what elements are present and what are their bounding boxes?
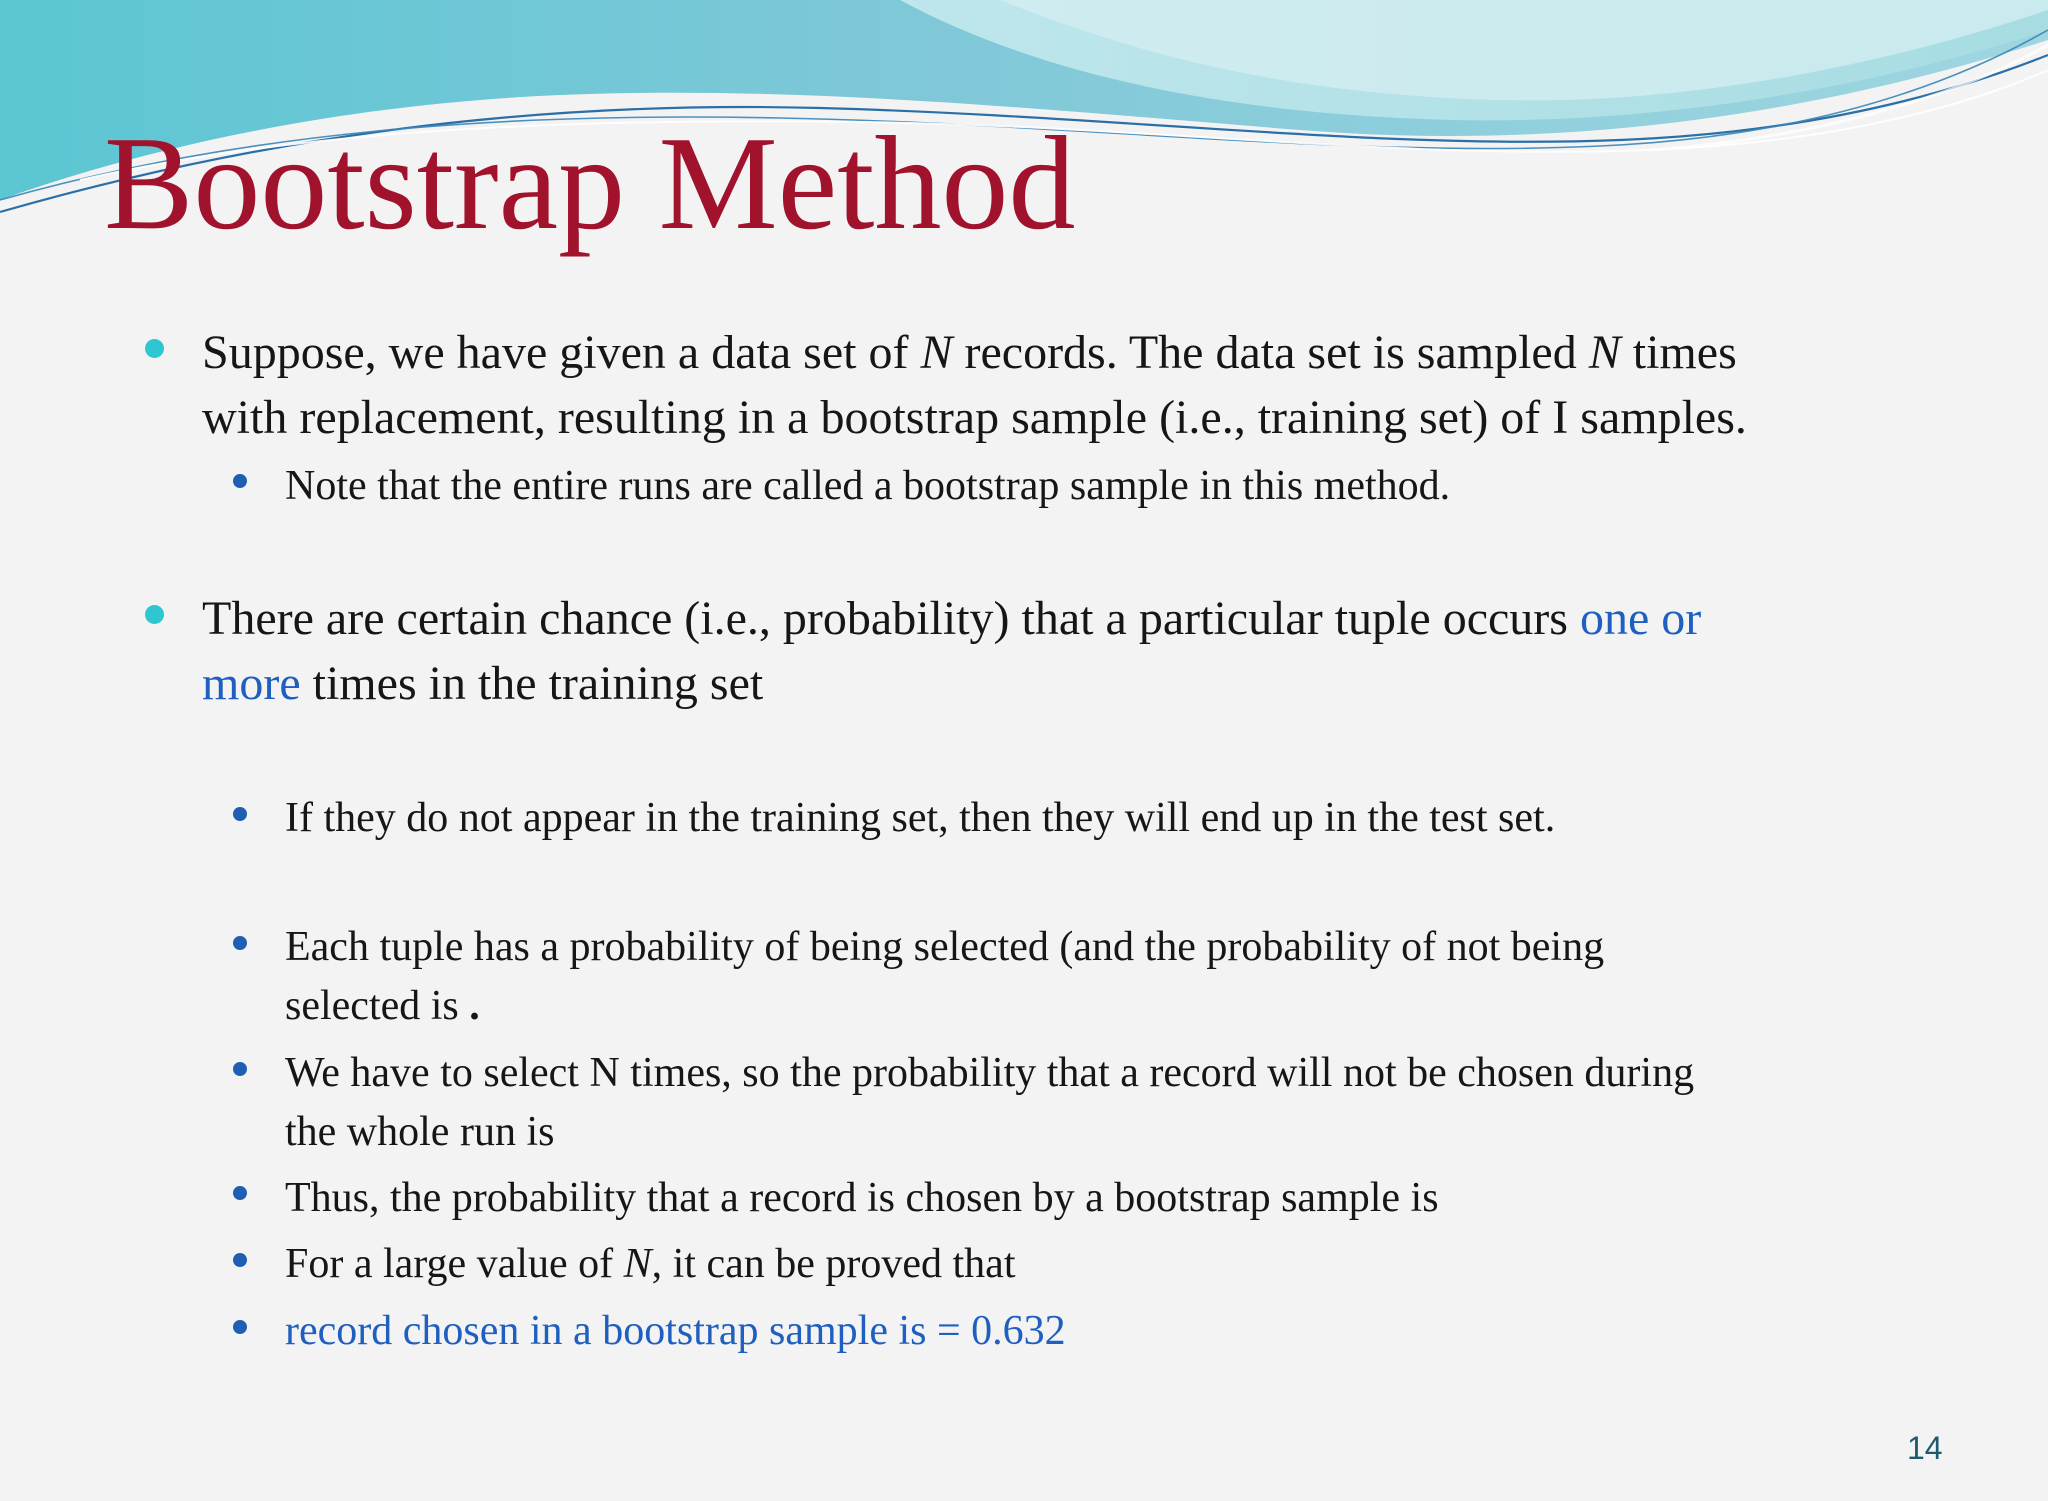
bullet-1-text-a: Suppose, we have given a data set of	[202, 326, 921, 379]
sub-bullet-dot-icon	[233, 474, 247, 488]
sub-bullet-dot-icon	[233, 936, 247, 950]
bullet-2-sub-5-text-c: , it can be proved that	[651, 1241, 1016, 1287]
bullet-1-text-e: times	[1620, 326, 1737, 379]
bullet-2-sub-3-line-2: the whole run is	[285, 1109, 555, 1155]
bullet-2-sub-6-value: = 0.632	[936, 1308, 1066, 1354]
sub-bullet-dot-icon	[233, 1062, 247, 1076]
sub-bullet-dot-icon	[233, 1253, 247, 1267]
bullet-2-text-2: times in the training set	[300, 657, 764, 710]
bullet-2-sub-2-line-2	[285, 985, 480, 1027]
bullet-dot-icon	[145, 339, 164, 358]
sub-bullet-dot-icon	[233, 807, 247, 821]
bullet-1-line-1	[202, 326, 1737, 379]
bullet-2-highlight-2: more	[202, 657, 301, 710]
bullet-2-highlight: one or	[1579, 592, 1702, 645]
bullet-2-sub-2-line-1: Each tuple has a probability of being selected (and the probability of not being	[285, 924, 1605, 970]
bullet-2-sub-5-var-n: N	[623, 1241, 652, 1287]
bullet-1-var-n-2: N	[1588, 326, 1621, 379]
bullet-2-sub-3-line-1: We have to select N times, so the probability that a record will not be chosen during	[285, 1050, 1695, 1096]
sub-bullet-dot-icon	[233, 1320, 247, 1334]
bullet-2-sub-2-text: selected is	[285, 983, 470, 1029]
bullet-2-sub-5-text-a: For a large value of	[285, 1241, 624, 1287]
bullet-1-sub-1: Note that the entire runs are called a bootstrap sample in this method.	[285, 463, 1451, 509]
bullet-2-sub-4: Thus, the probability that a record is chosen by a bootstrap sample is	[285, 1175, 1439, 1221]
bullet-2-sub-5	[285, 1243, 1016, 1285]
bullet-2-line-1	[202, 592, 1702, 645]
bullet-1-text-c: records. The data set is sampled	[952, 326, 1589, 379]
bullet-1-var-n: N	[920, 326, 953, 379]
bullet-dot-icon	[145, 605, 164, 624]
bullet-2-sub-6	[285, 1310, 1066, 1352]
sub-bullet-dot-icon	[233, 1186, 247, 1200]
bullet-2-text: There are certain chance (i.e., probability) that a particular tuple occurs	[202, 592, 1580, 645]
bullet-2-sub-6-text-a: record chosen in a bootstrap sample is	[285, 1308, 937, 1354]
page-number: 14	[1907, 1430, 1943, 1466]
bullet-2-sub-2-period: .	[469, 983, 480, 1029]
bullet-2-line-2	[202, 657, 764, 710]
bullet-1-line-2: with replacement, resulting in a bootstrap sample (i.e., training set) of I samples.	[202, 391, 1747, 444]
bullet-2-sub-1: If they do not appear in the training set, then they will end up in the test set.	[285, 795, 1556, 841]
slide-title: Bootstrap Method	[104, 109, 1076, 257]
